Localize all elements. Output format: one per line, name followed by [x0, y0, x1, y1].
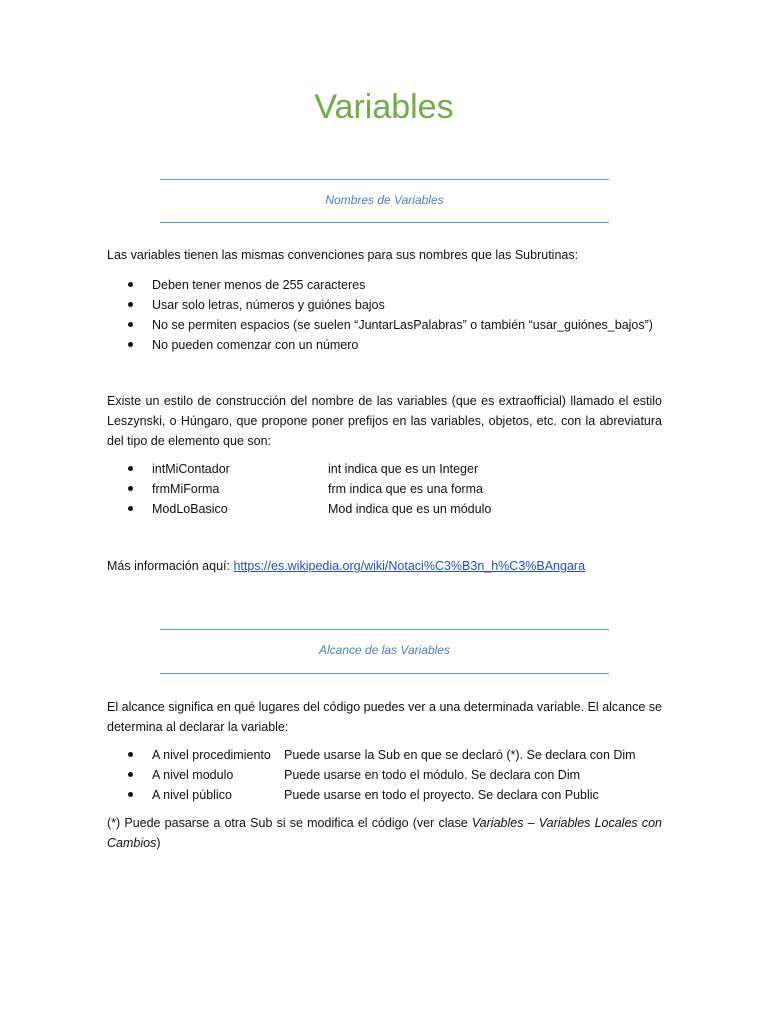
list-item: Usar solo letras, números y guiónes bajos — [107, 295, 667, 315]
bullet-icon — [128, 772, 133, 777]
heading-rule-top — [160, 179, 609, 180]
list-item: Deben tener menos de 255 caracteres — [107, 275, 667, 295]
bullet-icon — [128, 466, 133, 471]
more-info-label: Más información aquí: — [107, 559, 230, 573]
note-prefix: (*) Puede pasarse a otra Sub si se modifica el código (ver clase — [107, 816, 472, 830]
list-item: A nivel modulo Puede usarse en todo el módulo. Se declara con Dim — [107, 765, 667, 785]
style-paragraph: Existe un estilo de construcción del nombre de las variables (que es extraofficial) llamado el estilo Leszynski, o Húngaro, que propone poner prefijos en las variables, objetos, etc. con la abreviatura del tipo de elemento que son: — [107, 394, 662, 448]
list-item: No se permiten espacios (se suelen “JuntarLasPalabras” o también “usar_guiónes_bajos”) — [107, 315, 667, 335]
list-item: ModLoBasico Mod indica que es un módulo — [107, 499, 667, 519]
note-class-reference: Variables – Variables Locales con Cambios — [107, 816, 662, 850]
note-suffix: ) — [156, 836, 161, 850]
heading-rule-top — [160, 629, 609, 630]
bullet-icon — [128, 342, 133, 347]
prefix-examples-list — [107, 459, 667, 519]
naming-rules-list — [107, 275, 667, 355]
section-heading-names: Nombres de Variables — [325, 193, 444, 207]
list-item: No pueden comenzar con un número — [107, 335, 667, 355]
bullet-icon — [128, 792, 133, 797]
bullet-icon — [128, 282, 133, 287]
scope-note — [107, 813, 662, 853]
names-intro: Las variables tienen las mismas convenciones para sus nombres que las Subrutinas: — [107, 248, 579, 262]
scope-intro: El alcance significa en qué lugares del código puedes ver a una determinada variable. El alcance se determina al declarar la variable: — [107, 700, 662, 734]
bullet-icon — [128, 486, 133, 491]
bullet-icon — [128, 752, 133, 757]
scope-levels-list — [107, 745, 667, 805]
bullet-icon — [128, 322, 133, 327]
bullet-icon — [128, 302, 133, 307]
list-item: intMiContador int indica que es un Integer — [107, 459, 667, 479]
heading-rule-bottom — [160, 673, 609, 674]
heading-rule-bottom — [160, 222, 609, 223]
section-heading-scope: Alcance de las Variables — [319, 643, 450, 657]
list-item: A nivel procedimiento Puede usarse la Sub en que se declaró (*). Se declara con Dim — [107, 745, 667, 765]
more-info-line — [107, 556, 662, 576]
wikipedia-link[interactable]: https://es.wikipedia.org/wiki/Notaci%C3%B3n_h%C3%BAngara — [233, 559, 586, 573]
list-item: frmMiForma frm indica que es una forma — [107, 479, 667, 499]
page-title: Variables — [314, 88, 454, 126]
bullet-icon — [128, 506, 133, 511]
list-item: A nivel público Puede usarse en todo el proyecto. Se declara con Public — [107, 785, 667, 805]
